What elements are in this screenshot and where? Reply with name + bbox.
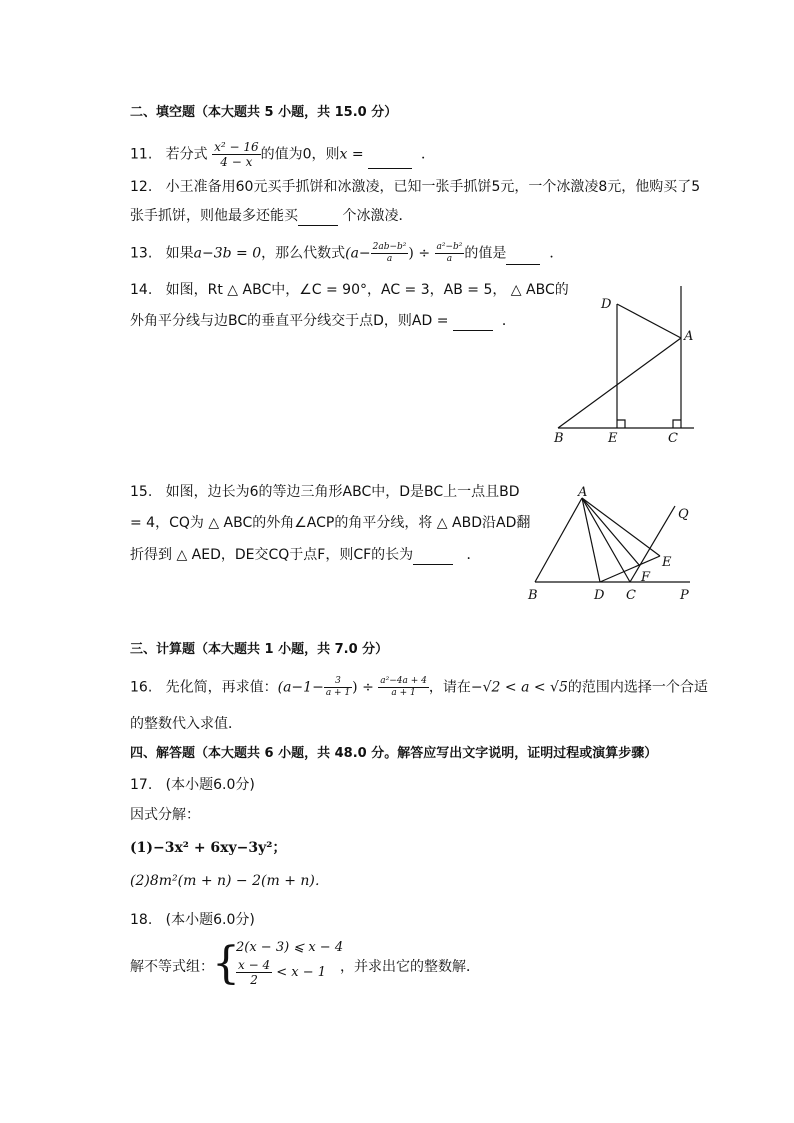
q16-tail: 的范围内选择一个合适 <box>567 679 708 696</box>
label-q: Q <box>678 507 689 522</box>
q12-line1: 小王准备用60元买手抓饼和冰激凌，已知一张手抓饼5元，一个冰激凌8元，他购买了5 <box>165 179 701 195</box>
label-d: D <box>594 588 605 603</box>
line-ac <box>582 498 630 582</box>
q11-end: ． <box>420 146 435 163</box>
q14-number: 14. <box>130 282 153 298</box>
question-18 <box>130 910 255 930</box>
label-d: D <box>601 297 612 312</box>
q13-mid: ，那么代数式 <box>261 245 346 262</box>
q16-fraction-2: $\frac{\text{a²−4a + 4}}{a + 1}$ <box>380 676 427 698</box>
question-15-line2: = 4，CQ为 △ ABC的外角∠ACP的角平分线，将 △ ABD沿AD翻 <box>130 515 531 531</box>
label-e: E <box>608 431 618 446</box>
q13-period: ． <box>549 245 564 262</box>
q16-range: −√2 < a < √5 <box>470 679 568 696</box>
q18-points: (本小题6.0分) <box>165 912 255 928</box>
label-a: A <box>684 329 694 344</box>
q11-number: 11. <box>130 146 153 163</box>
question-11 <box>130 140 435 169</box>
q16-fraction-1: $\frac{3}{a + 1}$ <box>325 676 351 698</box>
label-c: C <box>626 588 636 603</box>
label-b: B <box>554 431 564 446</box>
q13-end: 的值是 <box>464 245 507 262</box>
q11-var: x = <box>339 146 369 163</box>
question-14 <box>130 280 569 300</box>
label-f: F <box>641 570 651 585</box>
line-de <box>600 556 660 582</box>
figure-15 <box>520 480 700 605</box>
line-ab <box>558 338 681 428</box>
q12-answer-blank[interactable] <box>298 211 338 226</box>
line-ae <box>582 498 660 556</box>
q15-line3a: 折得到 △ AED，DE交CQ于点F，则CF的长为 <box>130 547 414 563</box>
q16-close: ) ÷ <box>352 679 374 696</box>
section-4-title: 四、解答题（本大题共 6 小题，共 48.0 分。解答应写出文字说明，证明过程或演算步骤） <box>130 746 658 761</box>
question-13 <box>130 242 563 265</box>
line-af <box>582 498 640 566</box>
question-16 <box>130 676 708 699</box>
q13-open: (a− <box>345 245 371 262</box>
q13-fraction-1: $\frac{\text{2ab−b²}}{a}$ <box>372 242 407 264</box>
q13-number: 13. <box>130 245 153 262</box>
q18-number: 18. <box>130 912 153 928</box>
question-12-line2 <box>130 206 412 226</box>
q13-answer-blank[interactable] <box>506 250 540 265</box>
q15-line1: 如图，边长为6的等边三角形ABC中，D是BC上一点且BD <box>165 484 520 500</box>
line-ab <box>535 498 582 582</box>
q16-mid: ，请在 <box>428 679 471 696</box>
right-angle-e <box>617 420 625 428</box>
q14-line1: 如图，Rt △ ABC中，∠C = 90°，AC = 3，AB = 5， △ ABC的 <box>165 282 569 298</box>
label-e: E <box>662 555 672 570</box>
q18-prefix: 解不等式组： <box>130 959 214 975</box>
q12-line2a: 张手抓饼，则他最多还能买 <box>130 208 298 224</box>
q17-part-2: (2)8m²(m + n) − 2(m + n)． <box>130 873 329 889</box>
q18-tail: ，并求出它的整数解． <box>340 959 480 975</box>
system-brace: { <box>212 938 240 989</box>
q15-line3b: ． <box>466 547 481 563</box>
question-15-line3 <box>130 545 481 565</box>
q16-prefix: 先化简，再求值： <box>165 679 278 696</box>
section-2-title: 二、填空题（本大题共 5 小题，共 15.0 分） <box>130 105 398 120</box>
q16-open: (a−1− <box>277 679 324 696</box>
q11-prefix: 若分式 <box>165 146 208 163</box>
q12-line2b: 个冰激凌． <box>342 208 413 224</box>
q18-inequality-2 <box>236 958 326 987</box>
q11-answer-blank[interactable] <box>368 154 412 169</box>
question-14-line2 <box>130 311 516 331</box>
label-a: A <box>578 485 588 500</box>
line-ad <box>582 498 600 582</box>
label-p: P <box>680 588 689 603</box>
question-15 <box>130 482 520 502</box>
q18-inequality-1: 2(x − 3) ⩽ x − 4 <box>236 940 344 955</box>
section-3-title: 三、计算题（本大题共 1 小题，共 7.0 分） <box>130 642 389 657</box>
label-c: C <box>668 431 678 446</box>
question-16-line2: 的整数代入求值． <box>130 716 242 732</box>
q17-part-1: (1)−3x² + 6xy−3y²； <box>130 840 287 856</box>
q11-mid: 的值为0，则 <box>260 146 340 163</box>
q18-ineq2-rest: < x − 1 <box>276 965 327 980</box>
question-17 <box>130 775 255 795</box>
q14-line2a: 外角平分线与边BC的垂直平分线交于点D，则AD = <box>130 313 453 329</box>
q17-points: (本小题6.0分) <box>165 777 255 793</box>
q15-answer-blank[interactable] <box>413 550 453 565</box>
q14-answer-blank[interactable] <box>453 316 493 331</box>
q15-number: 15. <box>130 484 153 500</box>
q17-task: 因式分解： <box>130 807 200 823</box>
q18-fraction: $\frac{x - 4}{2}$ <box>238 958 271 987</box>
line-da <box>617 304 681 338</box>
q13-fraction-2: $\frac{\text{a²−b²}}{a}$ <box>436 242 463 264</box>
label-b: B <box>528 588 538 603</box>
right-angle-c <box>673 420 681 428</box>
question-12 <box>130 177 700 197</box>
line-cq <box>630 506 675 582</box>
figure-14 <box>550 280 710 450</box>
q12-number: 12. <box>130 179 153 195</box>
q13-prefix: 如果 <box>165 245 194 262</box>
q17-number: 17. <box>130 777 153 793</box>
q13-close: ) ÷ <box>408 245 431 262</box>
q16-number: 16. <box>130 679 153 696</box>
q14-line2b: ． <box>501 313 516 329</box>
q11-fraction: $\frac{\text{x² − 16}}{4 - x}$ <box>214 140 259 169</box>
q13-condition: a−3b = 0 <box>193 245 262 262</box>
